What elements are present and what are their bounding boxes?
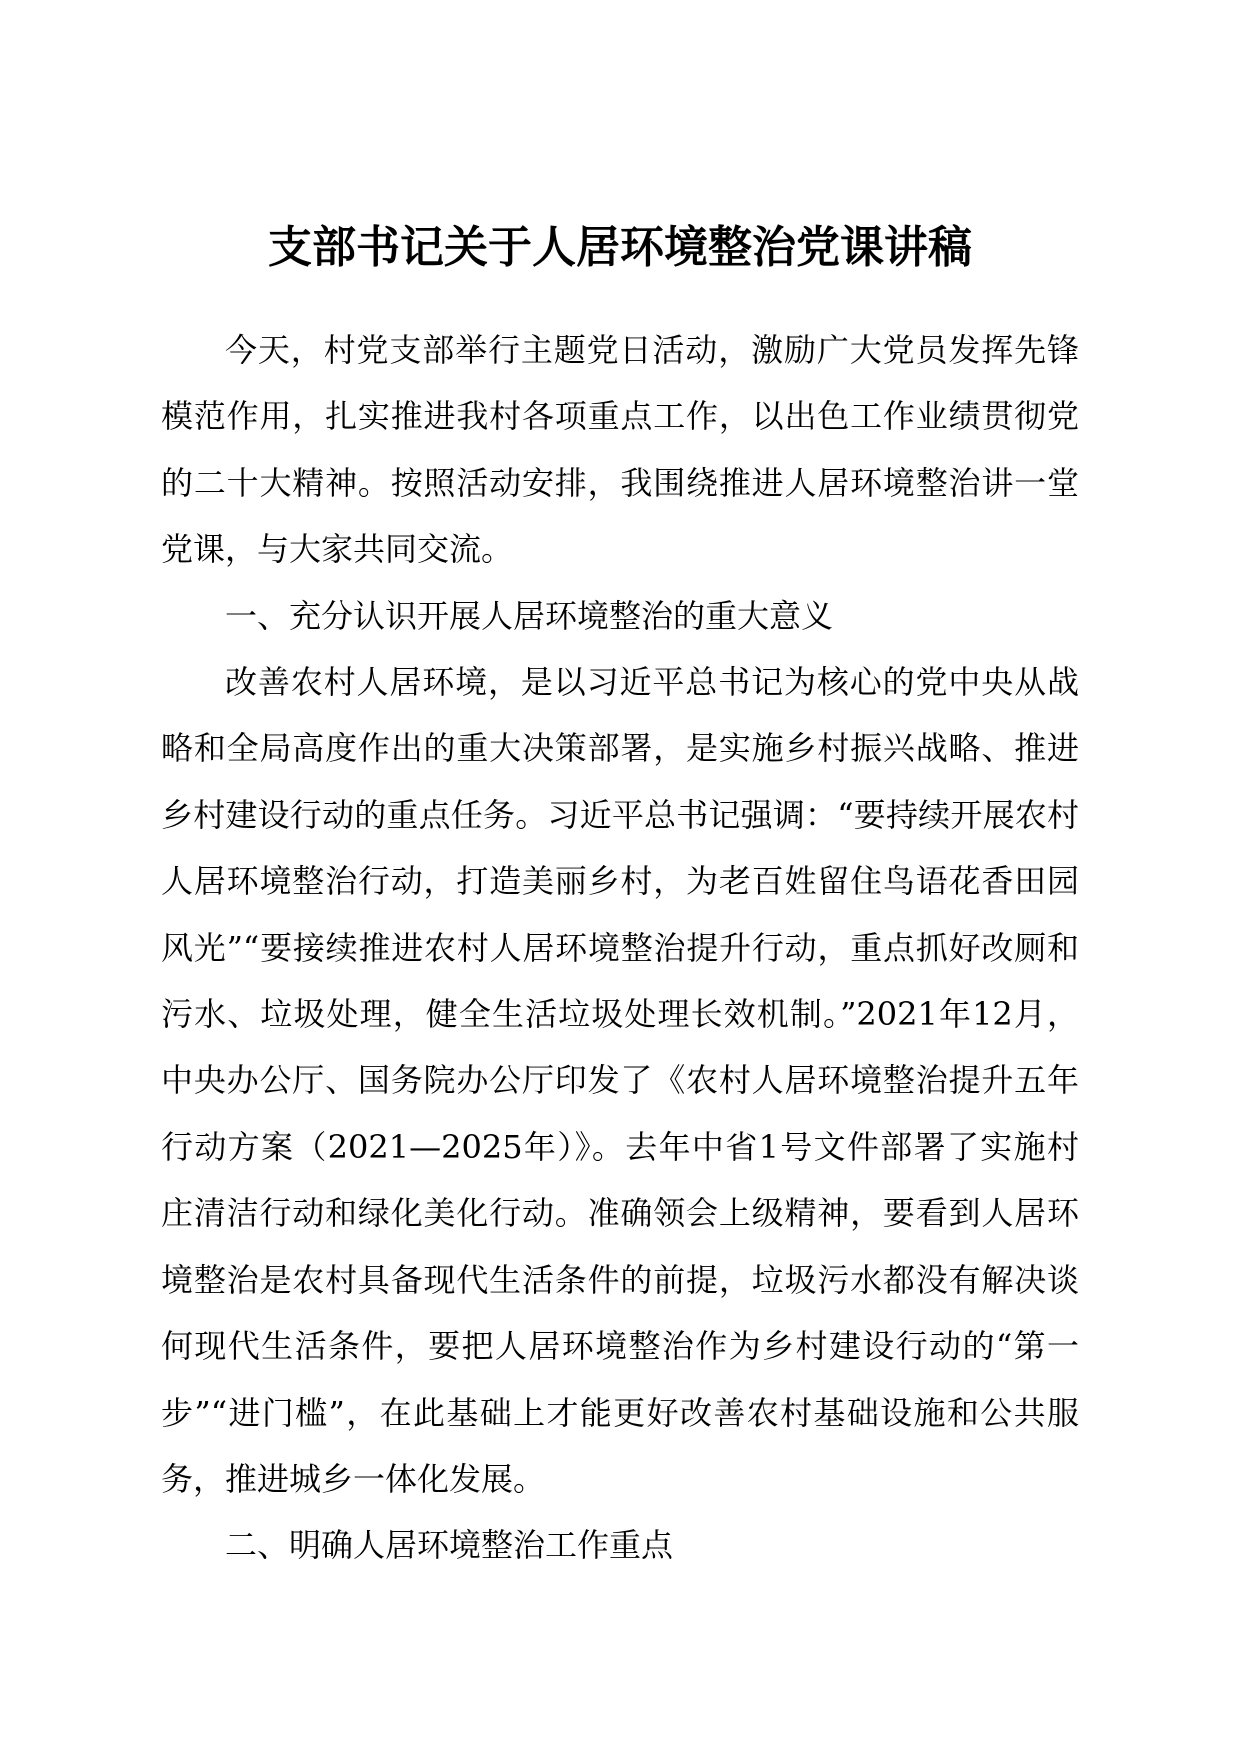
body-paragraph: 改善农村人居环境，是以习近平总书记为核心的党中央从战略和全局高度作出的重大决策部署，是实施乡村振兴战略、推进乡村建设行动的重点任务。习近平总书记强调：“要持续开展农村人居环境整治行动，打造美丽乡村，为老百姓留住鸟语花香田园风光”“要接续推进农村人居环境整治提升行动，重点抓好改厕和污水、垃圾处理，健全生活垃圾处理长效机制。”2021年12月，中央办公厅、国务院办公厅印发了《农村人居环境整治提升五年行动方案（2021—2025年）》。去年中省1号文件部署了实施村庄清洁行动和绿化美化行动。准确领会上级精神，要看到人居环境整治是农村具备现代生活条件的前提，垃圾污水都没有解决谈何现代生活条件，要把人居环境整治作为乡村建设行动的“第一步”“进门槛”，在此基础上才能更好改善农村基础设施和公共服务，推进城乡一体化发展。 (161, 663, 1079, 1498)
document-body (161, 317, 1079, 1579)
document-title: 支部书记关于人居环境整治党课讲稿 (268, 222, 972, 273)
section-heading-1: 一、充分认识开展人居环境整治的重大意义 (225, 596, 834, 635)
section-heading-2: 二、明确人居环境整治工作重点 (225, 1526, 674, 1565)
intro-paragraph: 今天，村党支部举行主题党日活动，激励广大党员发挥先锋模范作用，扎实推进我村各项重点工作，以出色工作业绩贯彻党的二十大精神。按照活动安排，我围绕推进人居环境整治讲一堂党课，与大家共同交流。 (161, 331, 1079, 569)
